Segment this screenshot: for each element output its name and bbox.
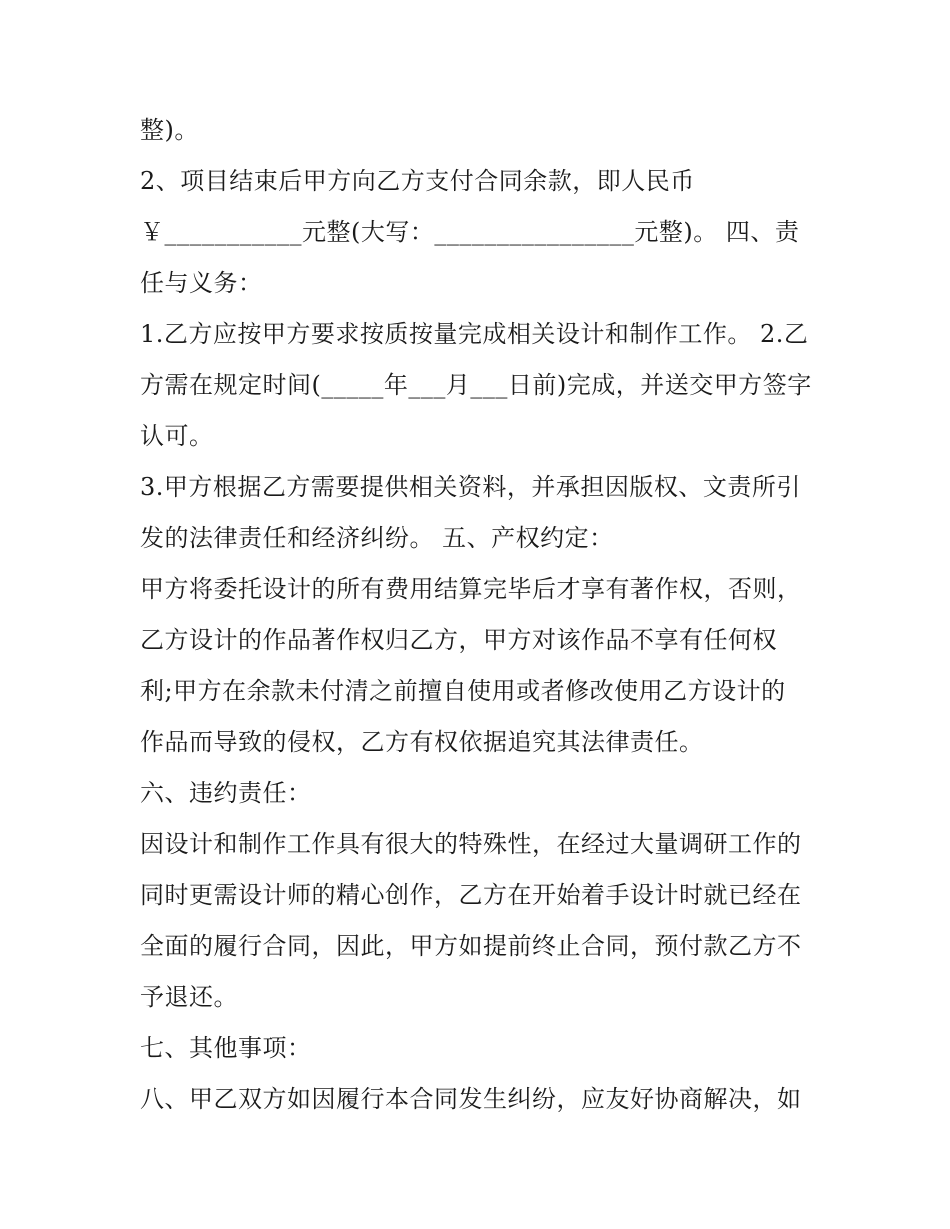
text-line: 1.乙方应按甲方要求按质按量完成相关设计和制作工作。 2.乙 [140, 320, 809, 348]
text-line: 3.甲方根据乙方需要提供相关资料，并承担因版权、文责所引 [140, 473, 801, 501]
text-line: 六、违约责任： [140, 779, 312, 807]
text-line: 八、甲乙双方如因履行本合同发生纠纷，应友好协商解决，如 [140, 1085, 802, 1113]
text-line: 甲方将委托设计的所有费用结算完毕后才享有著作权，否则， [140, 575, 802, 603]
text-line: ￥___________元整(大写：________________元整)。 四、责 [140, 218, 800, 246]
text-line: 同时更需设计师的精心创作，乙方在开始着手设计时就已经在 [140, 881, 802, 909]
text-line: 作品而导致的侵权，乙方有权依据追究其法律责任。 [140, 728, 704, 756]
text-line: 予退还。 [140, 983, 238, 1011]
text-line: 方需在规定时间(_____年___月___日前)完成，并送交甲方签字 [140, 371, 812, 399]
text-line: 认可。 [140, 422, 214, 450]
text-line: 2、项目结束后甲方向乙方支付合同余款，即人民币 [140, 167, 695, 195]
text-line: 整)。 [140, 116, 199, 144]
text-line: 发的法律责任和经济纠纷。 五、产权约定： [140, 524, 614, 552]
text-line: 全面的履行合同，因此，甲方如提前终止合同，预付款乙方不 [140, 932, 802, 960]
text-line: 因设计和制作工作具有很大的特殊性，在经过大量调研工作的 [140, 830, 802, 858]
text-line: 乙方设计的作品著作权归乙方，甲方对该作品不享有任何权 [140, 626, 777, 654]
text-line: 利;甲方在余款未付清之前擅自使用或者修改使用乙方设计的 [140, 677, 786, 705]
text-line: 任与义务： [140, 269, 263, 297]
text-line: 七、其他事项： [140, 1034, 312, 1062]
